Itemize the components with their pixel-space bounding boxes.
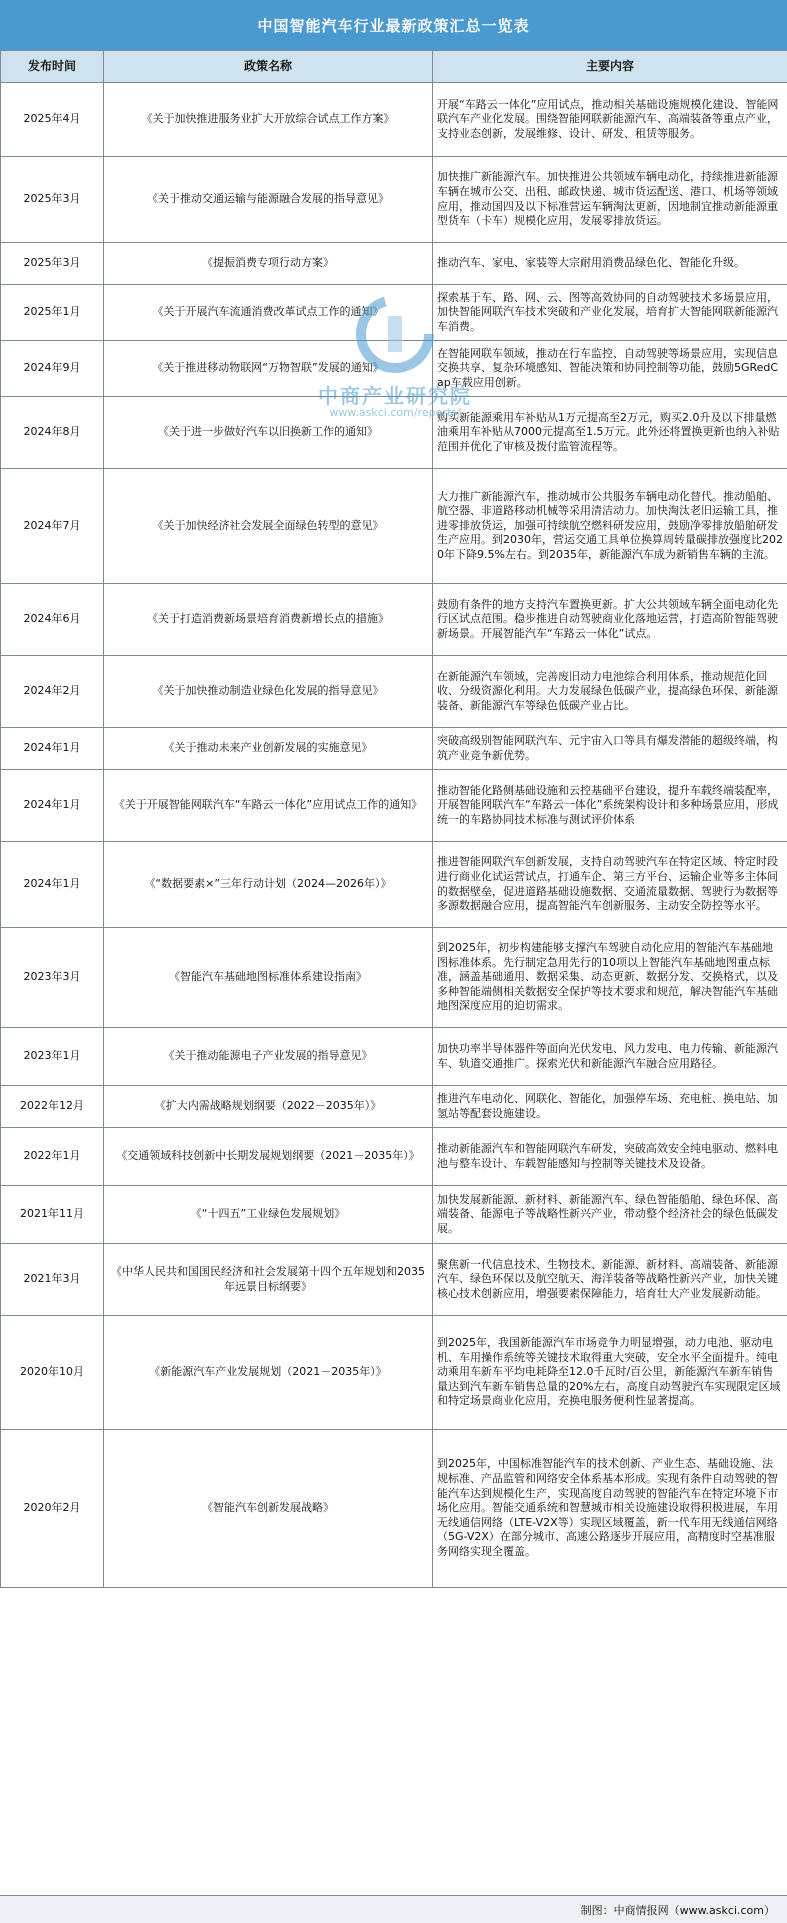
- table-row: [1, 1028, 787, 1086]
- row-date: 2024年9月: [1, 341, 104, 397]
- row-content: 开展“车路云一体化”应用试点，推动相关基础设施规模化建设、智能网联汽车产业化发展。围绕智能网联新能源汽车、高端装备等重点产业，支持业态创新，发展维修、设计、研发、租赁等服务。: [433, 83, 787, 157]
- row-content: 加快发展新能源、新材料、新能源汽车、绿色智能船舶、绿色环保、高端装备、能源电子等战略性新兴产业，带动整个经济社会的绿色低碳发展。: [433, 1186, 787, 1244]
- table-row: [1, 157, 787, 243]
- table-row: [1, 1086, 787, 1128]
- table-row: [1, 341, 787, 397]
- footer: [0, 1895, 787, 1923]
- row-content: 推动汽车、家电、家装等大宗耐用消费品绿色化、智能化升级。: [433, 243, 787, 285]
- table-row: [1, 469, 787, 584]
- watermark-brand: 中商产业研究院: [300, 380, 490, 409]
- row-date: 2025年3月: [1, 243, 104, 285]
- page-title: 中国智能汽车行业最新政策汇总一览表: [0, 0, 787, 50]
- row-content: 购买新能源乘用车补贴从1万元提高至2万元，购买2.0升及以下排量燃油乘用车补贴从7000元提高至1.5万元。此外还将置换更新也纳入补贴范围并优化了审核及拨付监管流程等。: [433, 397, 787, 469]
- row-policy-name: 《智能汽车基础地图标准体系建设指南》: [104, 928, 433, 1028]
- table-row: [1, 243, 787, 285]
- row-policy-name: 《关于推动交通运输与能源融合发展的指导意见》: [104, 157, 433, 243]
- row-date: 2024年1月: [1, 770, 104, 842]
- row-content: 推进汽车电动化、网联化、智能化，加强停车场、充电桩、换电站、加氢站等配套设施建设。: [433, 1086, 787, 1128]
- row-content: 突破高级别智能网联汽车、元宇宙入口等具有爆发潜能的超级终端，构筑产业竞争新优势。: [433, 728, 787, 770]
- row-policy-name: 《关于加快推进服务业扩大开放综合试点工作方案》: [104, 83, 433, 157]
- row-policy-name: 《关于加快推动制造业绿色化发展的指导意见》: [104, 656, 433, 728]
- row-date: 2023年3月: [1, 928, 104, 1028]
- row-policy-name: 《“十四五”工业绿色发展规划》: [104, 1186, 433, 1244]
- row-policy-name: 《关于加快经济社会发展全面绿色转型的意见》: [104, 469, 433, 584]
- row-date: 2022年1月: [1, 1128, 104, 1186]
- row-date: 2020年10月: [1, 1316, 104, 1430]
- row-content: 鼓励有条件的地方支持汽车置换更新。扩大公共领域车辆全面电动化先行区试点范围。稳步推进自动驾驶商业化落地运营，打造高阶智能驾驶新场景。开展智能汽车“车路云一体化”试点。: [433, 584, 787, 656]
- row-content: 推动新能源汽车和智能网联汽车研发，突破高效安全纯电驱动、燃料电池与整车设计、车载智能感知与控制等关键技术及设备。: [433, 1128, 787, 1186]
- table-row: [1, 397, 787, 469]
- watermark-url: www.askci.com/reports/: [300, 406, 490, 419]
- table-row: [1, 1430, 787, 1588]
- row-policy-name: 《提振消费专项行动方案》: [104, 243, 433, 285]
- row-policy-name: 《扩大内需战略规划纲要（2022－2035年）》: [104, 1086, 433, 1128]
- row-policy-name: 《智能汽车创新发展战略》: [104, 1430, 433, 1588]
- row-content: 聚焦新一代信息技术、生物技术、新能源、新材料、高端装备、新能源汽车、绿色环保以及航空航天、海洋装备等战略性新兴产业，加快关键核心技术创新应用，增强要素保障能力，培育壮大产业发展新动能。: [433, 1244, 787, 1316]
- row-content: 加快推广新能源汽车。加快推进公共领域车辆电动化，持续推进新能源车辆在城市公交、出租、邮政快递、城市货运配送、港口、机场等领域应用，推动国四及以下标准营运车辆淘汰更新，因地制宜推动新能源重型货车（卡车）规模化应用，发展零排放货运。: [433, 157, 787, 243]
- row-date: 2020年2月: [1, 1430, 104, 1588]
- table-row: [1, 1316, 787, 1430]
- table-row: [1, 1186, 787, 1244]
- row-date: 2025年1月: [1, 285, 104, 341]
- row-policy-name: 《交通领域科技创新中长期发展规划纲要（2021－2035年）》: [104, 1128, 433, 1186]
- footer-credit: 制图：中商情报网（www.askci.com）: [581, 1902, 775, 1918]
- table-row: [1, 285, 787, 341]
- header-policy-name: 政策名称: [104, 51, 433, 83]
- table-row: [1, 584, 787, 656]
- row-content: 在新能源汽车领域，完善废旧动力电池综合利用体系，推动规范化回收、分级资源化利用。大力发展绿色低碳产业，提高绿色环保、新能源装备、新能源汽车等绿色低碳产业占比。: [433, 656, 787, 728]
- row-policy-name: 《关于推进移动物联网“万物智联”发展的通知》: [104, 341, 433, 397]
- policy-table: [0, 50, 787, 1588]
- row-date: 2021年3月: [1, 1244, 104, 1316]
- row-policy-name: 《“数据要素×”三年行动计划（2024—2026年）》: [104, 842, 433, 928]
- table-row: [1, 928, 787, 1028]
- table-row: [1, 770, 787, 842]
- row-date: 2025年3月: [1, 157, 104, 243]
- row-date: 2023年1月: [1, 1028, 104, 1086]
- row-policy-name: 《关于打造消费新场景培育消费新增长点的措施》: [104, 584, 433, 656]
- row-policy-name: 《关于进一步做好汽车以旧换新工作的通知》: [104, 397, 433, 469]
- row-policy-name: 《关于开展汽车流通消费改革试点工作的通知》: [104, 285, 433, 341]
- row-content: 推动智能化路侧基础设施和云控基础平台建设，提升车载终端装配率，开展智能网联汽车“车路云一体化”系统架构设计和多种场景应用，形成统一的车路协同技术标准与测试评价体系: [433, 770, 787, 842]
- header-row: [1, 51, 787, 83]
- table-header: [1, 51, 787, 83]
- row-content: 推进智能网联汽车创新发展，支持自动驾驶汽车在特定区域、特定时段进行商业化试运营试点，打通车企、第三方平台、运输企业等多主体间的数据壁垒，促进道路基础设施数据、交通流量数据、驾驶行为数据等多源数据融合应用，提高智能汽车创新服务、主动安全防控等水平。: [433, 842, 787, 928]
- row-date: 2024年2月: [1, 656, 104, 728]
- row-content: 加快功率半导体器件等面向光伏发电、风力发电、电力传输、新能源汽车、轨道交通推广。探索光伏和新能源汽车融合应用路径。: [433, 1028, 787, 1086]
- row-policy-name: 《中华人民共和国国民经济和社会发展第十四个五年规划和2035年远景目标纲要》: [104, 1244, 433, 1316]
- row-date: 2024年6月: [1, 584, 104, 656]
- row-date: 2024年1月: [1, 842, 104, 928]
- row-content: 探索基于车、路、网、云、图等高效协同的自动驾驶技术多场景应用，加快智能网联汽车技术突破和产业化发展，培育扩大智能网联新能源汽车消费。: [433, 285, 787, 341]
- row-date: 2024年1月: [1, 728, 104, 770]
- row-date: 2024年7月: [1, 469, 104, 584]
- header-content: 主要内容: [433, 51, 787, 83]
- row-date: 2025年4月: [1, 83, 104, 157]
- table-row: [1, 842, 787, 928]
- row-date: 2022年12月: [1, 1086, 104, 1128]
- table-row: [1, 656, 787, 728]
- row-content: 到2025年，中国标准智能汽车的技术创新、产业生态、基础设施、法规标准、产品监管和网络安全体系基本形成。实现有条件自动驾驶的智能汽车达到规模化生产，实现高度自动驾驶的智能汽车在特定环境下市场化应用。智能交通系统和智慧城市相关设施建设取得积极进展，车用无线通信网络（LTE-V2X等）实现区域覆盖，新一代车用无线通信网络（5G-V2X）在部分城市、高速公路逐步开展应用，高精度时空基准服务网络实现全覆盖。: [433, 1430, 787, 1588]
- table-row: [1, 1128, 787, 1186]
- row-policy-name: 《关于推动未来产业创新发展的实施意见》: [104, 728, 433, 770]
- row-content: 在智能网联车领域，推动在行车监控、自动驾驶等场景应用，实现信息交换共享、复杂环境感知、智能决策和协同控制等功能，鼓励5GRedCap车载应用创新。: [433, 341, 787, 397]
- header-date: 发布时间: [1, 51, 104, 83]
- row-content: 大力推广新能源汽车，推动城市公共服务车辆电动化替代。推动船舶、航空器、非道路移动机械等采用清洁动力。加快淘汰老旧运输工具，推进零排放货运，加强可持续航空燃料研发应用，鼓励净零排放船舶研发生产应用。到2030年，营运交通工具单位换算周转量碳排放强度比2020年下降9.5%左右。到2035年，新能源汽车成为新销售车辆的主流。: [433, 469, 787, 584]
- table-body: [1, 83, 787, 1588]
- row-content: 到2025年，我国新能源汽车市场竞争力明显增强，动力电池、驱动电机、车用操作系统等关键技术取得重大突破，安全水平全面提升。纯电动乘用车新车平均电耗降至12.0千瓦时/百公里，新能源汽车新车销售量达到汽车新车销售总量的20%左右，高度自动驾驶汽车实现限定区域和特定场景商业化应用，充换电服务便利性显著提高。: [433, 1316, 787, 1430]
- row-date: 2024年8月: [1, 397, 104, 469]
- table-row: [1, 728, 787, 770]
- row-date: 2021年11月: [1, 1186, 104, 1244]
- table-row: [1, 83, 787, 157]
- row-policy-name: 《关于开展智能网联汽车“车路云一体化”应用试点工作的通知》: [104, 770, 433, 842]
- row-policy-name: 《新能源汽车产业发展规划（2021－2035年）》: [104, 1316, 433, 1430]
- row-policy-name: 《关于推动能源电子产业发展的指导意见》: [104, 1028, 433, 1086]
- row-content: 到2025年，初步构建能够支撑汽车驾驶自动化应用的智能汽车基础地图标准体系。先行制定急用先行的10项以上智能汽车基础地图重点标准，涵盖基础通用、数据采集、动态更新、数据分发、交换格式，以及多种智能端侧相关数据安全保护等技术要求和规范，解决智能汽车基础地图深度应用的迫切需求。: [433, 928, 787, 1028]
- table-row: [1, 1244, 787, 1316]
